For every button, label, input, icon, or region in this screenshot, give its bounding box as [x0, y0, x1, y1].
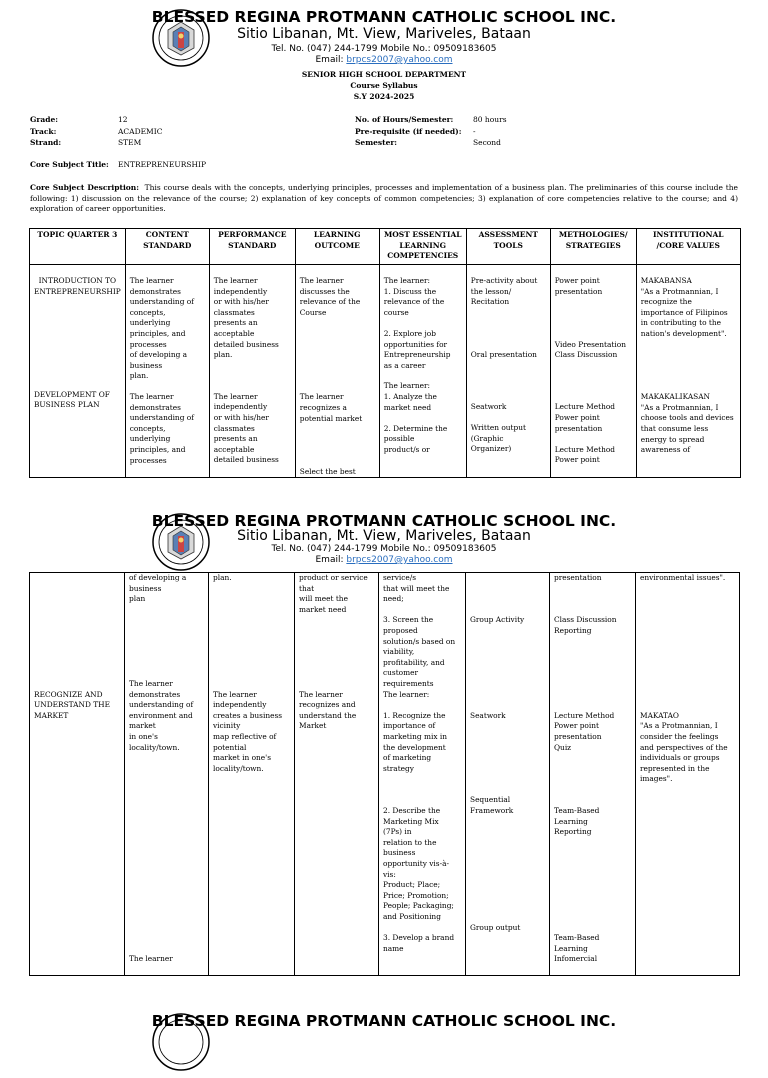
email-label: Email: [315, 55, 347, 65]
melc-cell [379, 265, 466, 478]
school-address: Sitio Libanan, Mt. View, Mariveles, Bataan [237, 528, 531, 544]
email-label: Email: [315, 555, 347, 565]
syllabus-heading [0, 69, 768, 102]
core-title-label: Core Subject Title: [30, 160, 109, 169]
school-address: Sitio Libanan, Mt. View, Mariveles, Bataan [237, 26, 531, 42]
core-values-cell [636, 265, 740, 478]
assessment-cell [466, 265, 550, 478]
values-dev: MAKAKALIKASAN "As a Protmannian, I choose tools and devices that consume less energy to spread awareness of [640, 392, 734, 455]
core-values-cell: environmental issues". MAKATAO "As a Protmannian, I consider the feelings and perspectives of the individuals or groups represented in the images". [636, 573, 740, 976]
school-phone: Tel. No. (047) 244-1799 Mobile No.: 09509183605 [271, 44, 497, 54]
col-methodologies: METHOLOGIES/ STRATEGIES [550, 229, 636, 265]
learning-outcome-cell [295, 265, 379, 478]
performance-dev: The learner independently or with his/her classmates presents an acceptable detailed business [213, 391, 279, 465]
school-phone: Tel. No. (047) 244-1799 Mobile No.: 09509183605 [271, 544, 497, 554]
melc-cell: service/s that will meet the need; 3. Screen the proposed solution/s based on viability, profitability, and customer requirements The learner: 1. Recognize the importance of marketing mix in the development of marketing strategy 2. Describe the Marketing Mix (7Ps) in relation to the business opportunity vis-à- vis: Product; Place; Price; Promotion; People; Packaging; and Positioning 3. Develop a brand name [379, 573, 466, 976]
assessment-dev: Seatwork Written output (Graphic Organizer) [470, 401, 526, 454]
prereq-label: Pre-requisite (if needed): [355, 126, 462, 136]
table-row [30, 573, 740, 976]
strand-value: STEM [118, 138, 142, 147]
topic-intro: INTRODUCTION TO ENTREPRENEURSHIP [34, 276, 121, 296]
prereq-value: - [473, 126, 476, 136]
department-title: SENIOR HIGH SCHOOL DEPARTMENT [301, 70, 467, 79]
email-link[interactable]: brpcs2007@yahoo.com [346, 55, 453, 65]
course-info-left [30, 114, 61, 149]
table-header-row [30, 229, 741, 265]
performance-standard-cell: plan. The learner independently creates a business vicinity map reflective of potential market in one's locality/town. [209, 573, 295, 976]
page3-header [0, 1008, 768, 1078]
assessment-intro: Pre-activity about the lesson/ Recitation Oral presentation [470, 276, 538, 360]
page2-header [0, 508, 768, 578]
learning-outcome-cell: product or service that will meet the market need The learner recognizes and understand the Market [295, 573, 379, 976]
semester-value: Second [473, 138, 501, 147]
page1-header [0, 4, 768, 74]
performance-intro: The learner independently or with his/her classmates presents an acceptable detailed business plan. [213, 276, 279, 360]
email-link[interactable]: brpcs2007@yahoo.com [346, 555, 453, 565]
school-name: BLESSED REGINA PROTMANN CATHOLIC SCHOOL INC. [151, 1012, 617, 1030]
col-content-standard: CONTENT STANDARD [125, 229, 209, 265]
core-subject-description [30, 183, 738, 215]
assessment-cell: Group Activity Seatwork Sequential Framework Group output [466, 573, 550, 976]
semester-label: Semester: [355, 138, 398, 147]
values-intro: MAKABANSA "As a Protmannian, I recognize the importance of Filipinos in contributing to the nation's development". [640, 276, 728, 338]
school-email-line [0, 55, 768, 65]
content-intro: The learner demonstrates understanding of concepts, underlying principles, and processes of developing a business plan. [129, 276, 194, 381]
course-info-left-values [118, 114, 162, 149]
school-email-line [0, 555, 768, 565]
grade-value: 12 [118, 115, 128, 124]
track-label: Track: [30, 126, 57, 136]
col-assessment: ASSESSMENT TOOLS [466, 229, 550, 265]
methodologies-cell [550, 265, 636, 478]
methods-intro: Power point presentation Video Presentation Class Discussion [554, 276, 626, 360]
school-name: BLESSED REGINA PROTMANN CATHOLIC SCHOOL INC. [151, 512, 617, 530]
melc-dev: The learner: 1. Analyze the market need 2. Determine the possible product/s or [383, 381, 448, 454]
track-value: ACADEMIC [118, 126, 163, 136]
col-topic: TOPIC QUARTER 3 [30, 229, 126, 265]
melc-intro: The learner: 1. Discuss the relevance of the course 2. Explore job opportunities for Entrepreneurship as a career [383, 276, 451, 370]
hours-label: No. of Hours/Semester: [355, 115, 454, 124]
content-standard-cell: of developing a business plan The learner demonstrates understanding of environment and market in one's locality/town. The learner [125, 573, 209, 976]
col-melc: MOST ESSENTIAL LEARNING COMPETENCIES [379, 229, 466, 265]
col-learning-outcome: LEARNING OUTCOME [295, 229, 379, 265]
hours-value: 80 hours [473, 115, 507, 124]
methodologies-cell: presentation Class Discussion Reporting Lecture Method Power point presentation Quiz Team-Based Learning Reporting Team-Based Learning Infomercial [550, 573, 636, 976]
course-info-right [355, 114, 461, 149]
desc-text: This course deals with the concepts, underlying principles, processes and implementation of a business plan. The preliminaries of this course include the following: 1) discussion on the relevance of the course; 2) explanation of key concepts of common competencies; 3) explanation of core competencies relative to the course; and 4) exploration of career opportunities. [30, 183, 738, 213]
outcome-intro: The learner discusses the relevance of the Course [299, 276, 361, 317]
methods-dev: Lecture Method Power point presentation Lecture Method Power point [554, 402, 616, 465]
course-info-right-values [473, 114, 507, 149]
grade-label: Grade: [30, 115, 59, 124]
col-core-values: INSTITUTIONAL /CORE VALUES [636, 229, 740, 265]
syllabus-table-page2 [29, 572, 740, 976]
core-subject-title-value: ENTREPRENEURSHIP [118, 160, 207, 169]
topic-dev-business-plan: DEVELOPMENT OF BUSINESS PLAN [34, 389, 110, 410]
performance-standard-cell [209, 265, 295, 478]
outcome-dev: The learner recognizes a potential market Select the best [299, 392, 363, 476]
topic-cell: RECOGNIZE AND UNDERSTAND THE MARKET [30, 573, 125, 976]
school-year: S.Y 2024-2025 [353, 92, 415, 101]
syllabus-table-page1 [29, 228, 741, 478]
core-subject-title-row [30, 159, 109, 171]
document-title: Course Syllabus [350, 81, 418, 90]
table-row [30, 265, 741, 478]
content-dev: The learner demonstrates understanding of concepts, underlying principles, and processes [129, 391, 194, 465]
strand-label: Strand: [30, 138, 62, 147]
content-standard-cell [125, 265, 209, 478]
desc-label: Core Subject Description: [30, 183, 140, 192]
topic-cell [30, 265, 126, 478]
school-name: BLESSED REGINA PROTMANN CATHOLIC SCHOOL INC. [151, 8, 617, 26]
col-performance-standard: PERFORMANCE STANDARD [209, 229, 295, 265]
